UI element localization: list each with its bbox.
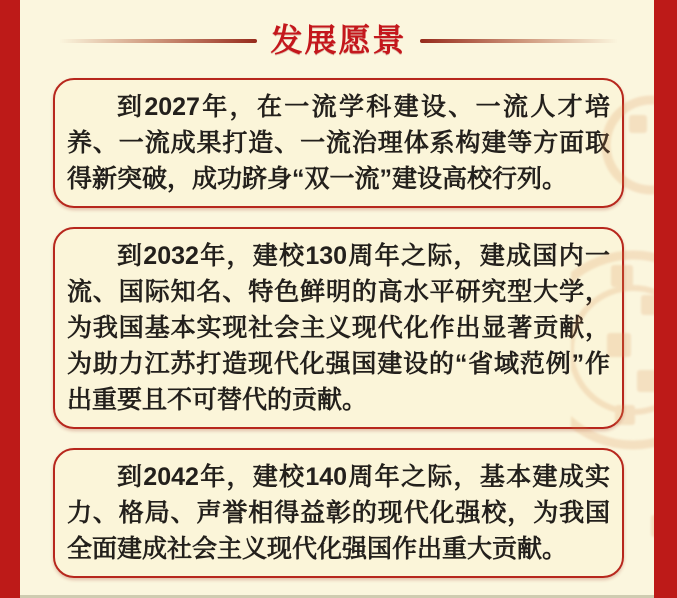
page-title: 发展愿景 xyxy=(270,22,407,59)
header xyxy=(0,0,677,78)
vision-card-2027-text: 到2027年，在一流学科建设、一流人才培养、一流成果打造、一流治理体系构建等方面取得新突破，成功跻身“双一流”建设高校行列。 xyxy=(67,93,610,193)
right-red-strip xyxy=(654,0,677,598)
vision-card-2027 xyxy=(53,78,624,208)
vision-cards xyxy=(53,78,624,578)
vision-card-2042-text: 到2042年，建校140周年之际，基本建成实力、格局、声誉相得益彰的现代化强校，为我国全面建成社会主义现代化强国作出重大贡献。 xyxy=(67,463,610,563)
vision-card-2042 xyxy=(53,448,624,578)
vision-card-2032-text: 到2032年，建校130周年之际，建成国内一流、国际知名、特色鲜明的高水平研究型大学，为我国基本实现社会主义现代化作出显著贡献，为助力江苏打造现代化强国建设的“省域范例”作出重要且不可替代的贡献。 xyxy=(67,242,610,414)
left-red-strip xyxy=(0,0,20,598)
title-line-right xyxy=(420,39,618,43)
title-line-left xyxy=(59,39,257,43)
vision-card-2032 xyxy=(53,227,624,429)
